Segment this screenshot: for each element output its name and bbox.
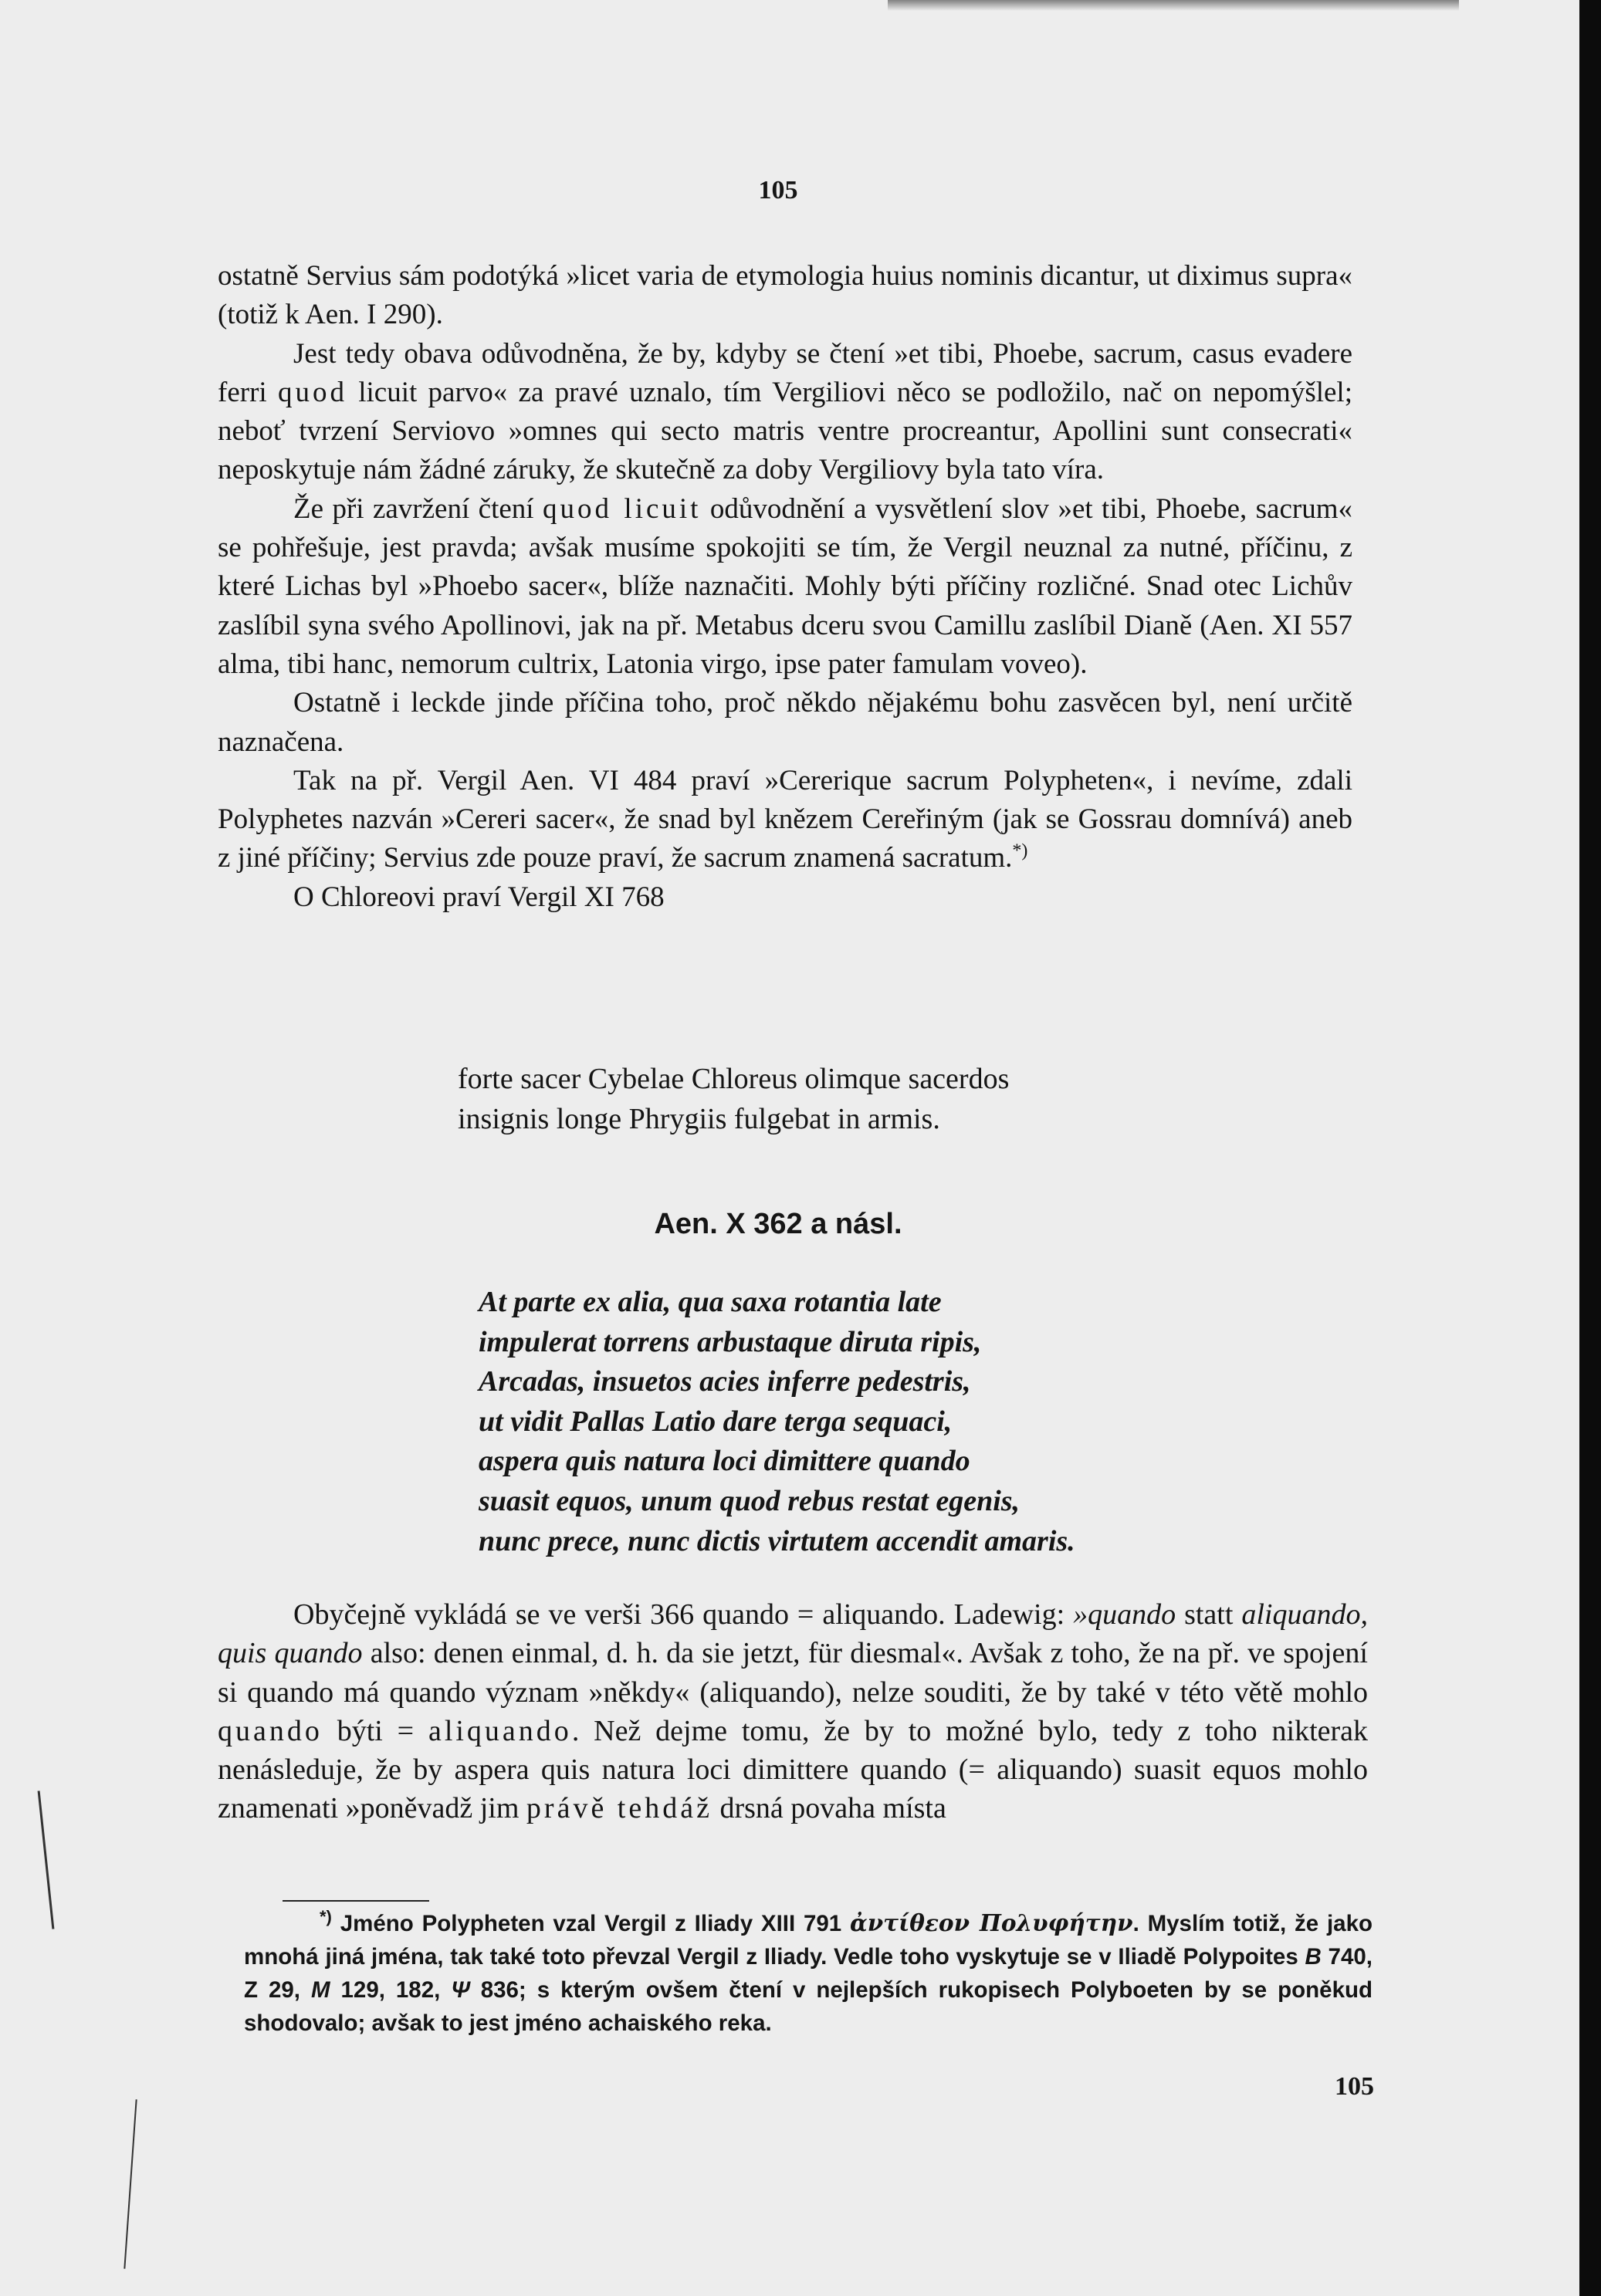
footnote-paragraph: [244, 1906, 1373, 2040]
verse-line: At parte ex alia, qua saxa rotantia late: [479, 1286, 942, 1318]
footnote-divider: [283, 1900, 429, 1902]
commentary-part-c: also: denen einmal, d. h. da sie jetzt, für diesmal«. Avšak z toho, že na př. ve spojení si quando má quando význam »někdy« (aliquando), nelze souditi, že by také v této větě mohlo: [218, 1637, 1368, 1709]
paragraph-3-part-a: Že při zavržení čtení: [293, 492, 543, 525]
commentary-part-a: Obyčejně vykládá se ve verši 366 quando = aliquando. Ladewig:: [293, 1598, 1074, 1631]
footnote-text-d: 129, 182,: [330, 1977, 452, 2003]
scan-edge-top: [888, 0, 1459, 11]
commentary-text: [218, 1595, 1368, 1828]
paragraph-6: O Chloreovi praví Vergil XI 768: [293, 881, 665, 913]
page-number-bottom: 105: [1335, 2072, 1374, 2101]
page-number-top: 105: [758, 176, 798, 205]
paragraph-5: [218, 762, 1352, 878]
paragraph-4: Ostatně i leckde jinde příčina toho, proč někdo nějakému bohu zasvěcen byl, není určitě naznačena.: [218, 687, 1352, 758]
verse-line: suasit equos, unum quod rebus restat egenis,: [479, 1484, 1021, 1517]
section-heading: Aen. X 362 a násl.: [654, 1208, 902, 1240]
main-text: [218, 257, 1352, 917]
scan-mark-left: [38, 1790, 55, 1929]
verse-line: impulerat torrens arbustaque diruta ripis,: [479, 1325, 982, 1358]
paragraph-2-part-b: licuit parvo« za pravé uznalo, tím Vergiliovi něco se podložilo, nač on nepomýšlel; neboť tvrzení Serviovo »omnes qui secto matris ventre procreantur, Apollini sunt consecrati« neposkytuje nám žádné záruky, že skutečně za doby Vergiliovy byla tato víra.: [218, 376, 1352, 486]
paragraph-2-part-a: Jest tedy obava odůvodněna, že by, kdyby se čtení »et tibi, Phoebe, sacrum, casus evadere ferri: [218, 337, 1352, 408]
paragraph-5-text: Tak na př. Vergil Aen. VI 484 praví »Cererique sacrum Polypheten«, i nevíme, zdali Polyphetes nazván »Cereri sacer«, že snad byl knězem Cereřiným (jak se Gossrau domnívá) aneb z jiné příčiny; Servius zde pouze praví, že sacrum znamená sacratum.: [218, 764, 1352, 874]
commentary-part-f: drsná povaha místa: [712, 1792, 946, 1825]
footnote-text-c: 740, Z 29,: [244, 1944, 1373, 2003]
commentary-italic-2: aliquando, quis quando: [218, 1598, 1368, 1670]
commentary-paragraph: [218, 1595, 1368, 1828]
verse-block: [479, 1283, 1075, 1561]
footnote-ref-1: B: [1305, 1944, 1322, 1970]
quotation-line: insignis longe Phrygiis fulgebat in armis.: [458, 1103, 940, 1135]
commentary-spaced-2: aliquando: [428, 1714, 572, 1747]
footnote-ref-2: M: [310, 1977, 330, 2003]
verse-line: ut vidit Pallas Latio dare terga sequaci,: [479, 1405, 953, 1438]
paragraph-3-spaced: quod licuit: [543, 492, 702, 525]
scan-edge-right: [1579, 0, 1601, 2296]
commentary-italic-1: »quando: [1073, 1598, 1176, 1631]
quotation-line: forte sacer Cybelae Chloreus olimque sacerdos: [458, 1063, 1010, 1095]
footnote-ref-3: Ψ: [451, 1977, 470, 2003]
verse-line: nunc prece, nunc dictis virtutem accendit amaris.: [479, 1524, 1075, 1557]
footnote: [244, 1906, 1373, 2040]
commentary-spaced-3: právě tehdáž: [526, 1792, 712, 1825]
scan-mark-left-lower: [124, 2099, 137, 2269]
footnote-marker: *): [320, 1907, 332, 1927]
paragraph-3: [218, 490, 1352, 684]
commentary-part-b: statt: [1176, 1598, 1242, 1631]
paragraph-2-spaced: quod: [277, 376, 347, 408]
footnote-text-a: Jméno Polypheten vzal Vergil z Iliady XIII 791: [331, 1911, 851, 1936]
footnote-text-b: . Myslím totiž, že jako mnohá jiná jména, tak také toto převzal Vergil z Iliady. Vedle toho vyskytuje se v Iliadě Polypoites: [244, 1911, 1373, 1970]
footnote-text-e: 836; s kterým ovšem čtení v nejlepších rukopisech Polyboeten by se poněkud shodovalo; avšak to jest jméno achaiského reka.: [244, 1977, 1373, 2036]
paragraph-3-part-b: odůvodnění a vysvětlení slov »et tibi, Phoebe, sacrum« se pohřešuje, jest pravda; avšak musíme spokojiti se tím, že Vergil neuznal za nutné, příčinu, z které Lichas byl »Phoebo sacer«, blíže naznačiti. Mohly býti příčiny rozličné. Snad otec Lichův zaslíbil syna svého Apollinovi, jak na př. Metabus dceru svou Camillu zaslíbil Dianě (Aen. XI 557 alma, tibi hanc, nemorum cultrix, Latonia virgo, ipse pater famulam voveo).: [218, 492, 1353, 680]
commentary-part-e: . Než dejme tomu, že by to možné bylo, tedy z toho nikterak nenásleduje, že by aspera quis natura loci dimittere quando (= aliquando) suasit equos mohlo znamenati »poněvadž jim: [218, 1714, 1369, 1825]
commentary-spaced-1: quando: [218, 1714, 323, 1747]
paragraph-1: ostatně Servius sám podotýká »licet varia de etymologia huius nominis dicantur, ut diximus supra« (totiž k Aen. I 290).: [218, 260, 1352, 331]
commentary-part-d: býti =: [322, 1714, 428, 1747]
footnote-greek: ἀντίθεον Πολυφήτην: [850, 1909, 1133, 1936]
quotation-block: [458, 1059, 1009, 1139]
paragraph-2: [218, 335, 1352, 490]
footnote-reference: *): [1012, 841, 1028, 862]
verse-line: Arcadas, insuetos acies inferre pedestris,: [479, 1365, 971, 1398]
verse-line: aspera quis natura loci dimittere quando: [479, 1445, 970, 1478]
